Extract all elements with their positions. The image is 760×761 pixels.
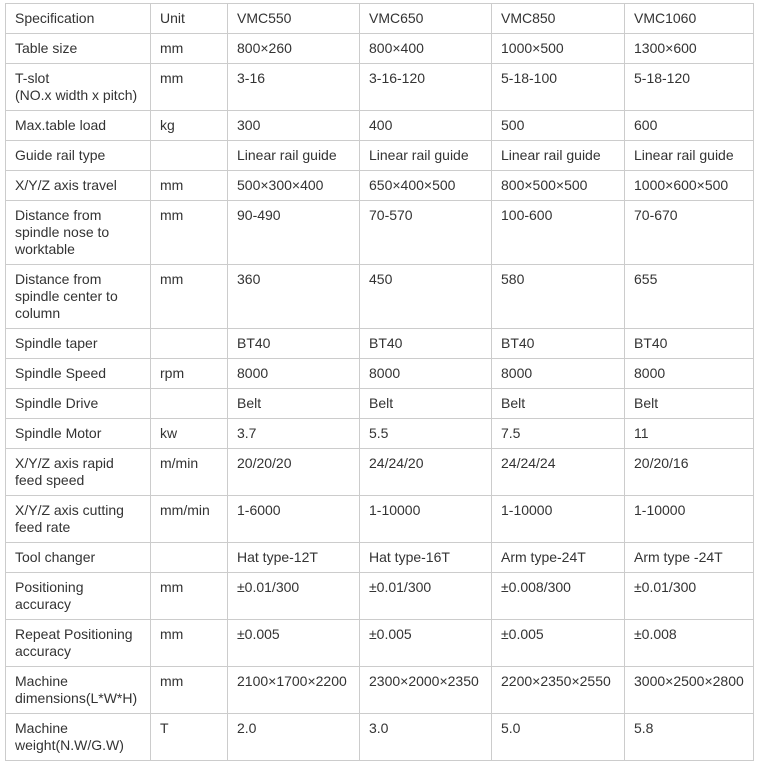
table-cell-vmc650: 400 [360,111,492,141]
table-cell-vmc1060: Linear rail guide [625,141,754,171]
table-cell-spec: Repeat Positioning accuracy [6,620,151,667]
table-cell-spec: X/Y/Z axis cutting feed rate [6,496,151,543]
table-cell-spec: Spindle Speed [6,359,151,389]
table-cell-vmc550: 300 [228,111,360,141]
table-cell-vmc1060: 1-10000 [625,496,754,543]
table-cell-spec: Machine weight(N.W/G.W) [6,714,151,761]
table-cell-vmc550: 3.7 [228,419,360,449]
table-cell-vmc1060: 8000 [625,359,754,389]
table-cell-vmc850: 580 [492,265,625,329]
table-cell-vmc550: 360 [228,265,360,329]
table-cell-unit: rpm [151,359,228,389]
table-row [6,141,754,171]
table-cell-vmc1060: ±0.01/300 [625,573,754,620]
table-cell-vmc650: 650×400×500 [360,171,492,201]
table-cell-vmc650: 450 [360,265,492,329]
table-cell-spec: Max.table load [6,111,151,141]
table-cell-vmc650: 2300×2000×2350 [360,667,492,714]
header-cell-unit: Unit [151,4,228,34]
table-cell-vmc850: Linear rail guide [492,141,625,171]
table-cell-vmc850: Belt [492,389,625,419]
table-cell-vmc650: Linear rail guide [360,141,492,171]
table-cell-vmc1060: 655 [625,265,754,329]
table-row [6,449,754,496]
table-row [6,620,754,667]
table-cell-vmc550: Belt [228,389,360,419]
table-row [6,111,754,141]
table-cell-unit [151,141,228,171]
table-cell-vmc850: 800×500×500 [492,171,625,201]
table-cell-vmc650: ±0.01/300 [360,573,492,620]
table-cell-vmc650: 1-10000 [360,496,492,543]
table-cell-vmc550: 8000 [228,359,360,389]
table-cell-vmc1060: 1300×600 [625,34,754,64]
table-cell-unit [151,543,228,573]
table-cell-vmc1060: 1000×600×500 [625,171,754,201]
table-cell-spec: T-slot (NO.x width x pitch) [6,64,151,111]
table-cell-vmc550: ±0.01/300 [228,573,360,620]
table-cell-vmc1060: BT40 [625,329,754,359]
table-cell-unit: T [151,714,228,761]
table-cell-vmc550: 20/20/20 [228,449,360,496]
table-cell-vmc1060: 11 [625,419,754,449]
table-cell-vmc550: BT40 [228,329,360,359]
table-cell-spec: Table size [6,34,151,64]
table-row [6,329,754,359]
table-cell-spec: Guide rail type [6,141,151,171]
header-cell-vmc850: VMC850 [492,4,625,34]
table-cell-unit: mm [151,171,228,201]
table-cell-unit: mm/min [151,496,228,543]
table-cell-vmc550: 1-6000 [228,496,360,543]
table-header-row [6,4,754,34]
table-cell-vmc550: 2100×1700×2200 [228,667,360,714]
table-cell-spec: X/Y/Z axis travel [6,171,151,201]
table-cell-vmc650: 3-16-120 [360,64,492,111]
table-cell-vmc650: Belt [360,389,492,419]
table-row [6,573,754,620]
table-cell-unit: kg [151,111,228,141]
table-row [6,419,754,449]
table-cell-vmc650: 800×400 [360,34,492,64]
table-row [6,64,754,111]
table-cell-spec: X/Y/Z axis rapid feed speed [6,449,151,496]
table-cell-vmc850: 7.5 [492,419,625,449]
table-cell-vmc850: 5-18-100 [492,64,625,111]
header-cell-vmc550: VMC550 [228,4,360,34]
table-cell-unit: mm [151,201,228,265]
header-cell-specification: Specification [6,4,151,34]
table-cell-vmc550: 2.0 [228,714,360,761]
table-cell-vmc850: 8000 [492,359,625,389]
table-cell-unit: mm [151,667,228,714]
table-cell-vmc550: 90-490 [228,201,360,265]
table-cell-vmc550: ±0.005 [228,620,360,667]
table-cell-unit [151,329,228,359]
table-row [6,543,754,573]
table-cell-vmc550: 3-16 [228,64,360,111]
table-cell-vmc550: Hat type-12T [228,543,360,573]
table-cell-vmc850: 1-10000 [492,496,625,543]
table-cell-spec: Distance from spindle nose to worktable [6,201,151,265]
table-cell-unit: kw [151,419,228,449]
table-cell-spec: Positioning accuracy [6,573,151,620]
header-cell-vmc650: VMC650 [360,4,492,34]
table-cell-spec: Machine dimensions(L*W*H) [6,667,151,714]
table-cell-vmc1060: 70-670 [625,201,754,265]
table-row [6,265,754,329]
table-row [6,496,754,543]
table-cell-vmc650: 3.0 [360,714,492,761]
table-cell-vmc850: 100-600 [492,201,625,265]
table-cell-vmc1060: 5.8 [625,714,754,761]
table-cell-vmc650: ±0.005 [360,620,492,667]
table-cell-vmc850: Arm type-24T [492,543,625,573]
table-cell-spec: Spindle Motor [6,419,151,449]
table-cell-vmc1060: Arm type -24T [625,543,754,573]
table-row [6,667,754,714]
table-cell-vmc1060: 20/20/16 [625,449,754,496]
table-cell-vmc650: 5.5 [360,419,492,449]
table-cell-vmc850: BT40 [492,329,625,359]
table-cell-vmc850: 1000×500 [492,34,625,64]
table-cell-unit: mm [151,573,228,620]
table-cell-unit: mm [151,34,228,64]
table-cell-vmc850: 5.0 [492,714,625,761]
table-cell-vmc850: ±0.008/300 [492,573,625,620]
table-row [6,714,754,761]
table-row [6,34,754,64]
table-cell-vmc650: 8000 [360,359,492,389]
table-row [6,171,754,201]
table-cell-vmc650: Hat type-16T [360,543,492,573]
table-cell-vmc850: 2200×2350×2550 [492,667,625,714]
table-cell-unit [151,389,228,419]
table-cell-unit: mm [151,620,228,667]
table-cell-vmc1060: ±0.008 [625,620,754,667]
table-cell-spec: Spindle taper [6,329,151,359]
table-cell-vmc550: 800×260 [228,34,360,64]
table-cell-unit: mm [151,265,228,329]
table-cell-vmc1060: 600 [625,111,754,141]
table-cell-vmc850: 500 [492,111,625,141]
table-cell-vmc550: Linear rail guide [228,141,360,171]
table-cell-vmc1060: 5-18-120 [625,64,754,111]
table-cell-spec: Distance from spindle center to column [6,265,151,329]
table-cell-vmc550: 500×300×400 [228,171,360,201]
table-cell-unit: m/min [151,449,228,496]
table-cell-vmc850: ±0.005 [492,620,625,667]
table-cell-spec: Tool changer [6,543,151,573]
header-cell-vmc1060: VMC1060 [625,4,754,34]
table-cell-vmc850: 24/24/24 [492,449,625,496]
table-cell-vmc1060: Belt [625,389,754,419]
table-cell-vmc650: 24/24/20 [360,449,492,496]
table-cell-vmc650: 70-570 [360,201,492,265]
table-row [6,389,754,419]
spec-table-body [6,4,754,761]
table-cell-unit: mm [151,64,228,111]
table-row [6,359,754,389]
table-cell-vmc1060: 3000×2500×2800 [625,667,754,714]
table-cell-vmc650: BT40 [360,329,492,359]
spec-table [5,3,754,761]
table-row [6,201,754,265]
table-cell-spec: Spindle Drive [6,389,151,419]
